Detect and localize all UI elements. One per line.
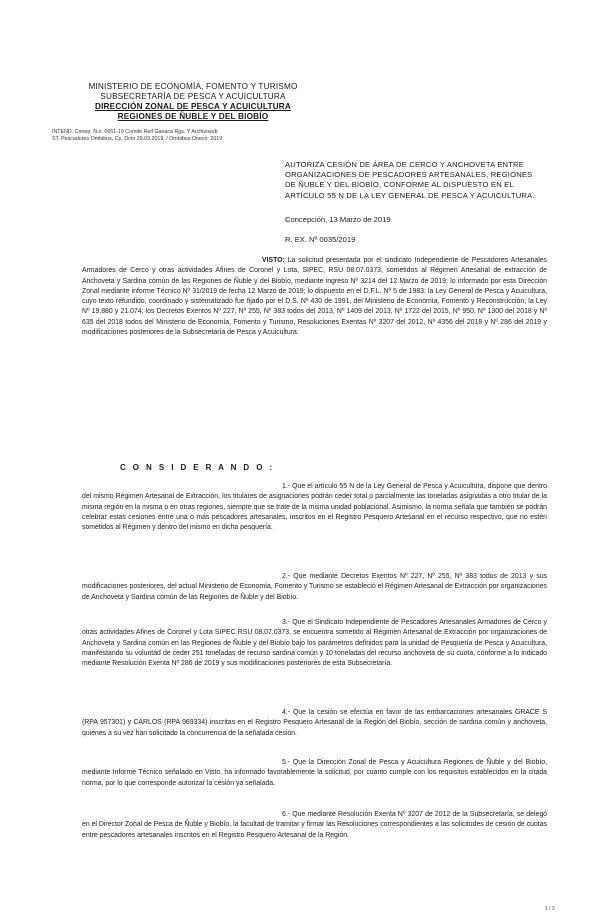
considerando-1: 1.- Que el artículo 55 N de la Ley General de Pesca y Acuicultura, dispone que dentro del mismo Régimen Artesanal de Extracción, los titulares de asignaciones podrán ceder total o parcialmente las toneladas asignadas a otro titular de la misma región en la misma o en otras regiones, siempre que se trate de la misma unidad poblacional. Asimismo, la norma señala que también se podrán celebrar estas cesiones entre una o más pescadores artesanales, inscritos en el Registro Pesquero Artesanal en el recurso respectivo, que no estén sometidos al Régimen y dentro del mismo en dicha pesquería. xyxy=(82,483,547,532)
considerando-4: 4.- Que la cesión se efectúa en favor de las embarcaciones artesanales GRACE S (RPA 957301) y CARLOS (RPA 969334) inscritas en el Registro Pesquero Artesanal de la Región del Biobío, sección de sardina común y anchoveta, quienes a su vez han solicitado la concurrencia de la señalada cesión. xyxy=(82,709,547,737)
considerando-5: 5.- Que la Dirección Zonal de Pesca y Acuicultura Regiones de Ñuble y del Biobío, mediante Informe Técnico señalado en Visto, ha informado favorablemente la solicitud, por cuanto cumple con los requisitos establecidos en la citada norma, por lo que corresponde autorizar la cesión ya señalada. xyxy=(82,759,547,787)
regiones-name: REGIONES DE ÑUBLE Y DEL BIOBÍO xyxy=(117,112,269,121)
visto-label: VISTO: xyxy=(262,257,285,264)
resolution-number: R. EX. Nº 0035/2019 xyxy=(285,235,356,244)
page-footer: 1 / 2 xyxy=(545,906,555,912)
header-address xyxy=(52,129,312,143)
considerando-6: 6.- Que mediante Resolución Exenta Nº 3207 de 2012 de la Subsecretaría, se delegó en el Director Zonal de Pesca de Ñuble y Biobío, la facultad de tramitar y firmar las Resoluciones correspondientes a las solicitudes de cesión de cuotas entre pescadores artesanales inscritos en el Registro Pesquero Artesanal de la Región. xyxy=(82,811,547,839)
place-date: Concepción, 13 Marzo de 2019 xyxy=(285,215,391,224)
resolution-reference: AUTORIZA CESIÓN DE ÁREA DE CERCO Y ANCHOVETA ENTRE ORGANIZACIONES DE PESCADORES ARTESANALES, REGIONES DE ÑUBLE Y DEL BIOBÍO, CONFORME AL DISPUESTO EN EL ARTÍCULO 55 N DE LA LEY GENERAL DE PESCA Y ACUICULTURA. xyxy=(285,160,535,200)
visto-text: La solicitud presentada por el sindicato Independiente de Pescadores Artesanales Armadores de Cerco y otras actividades Afines de Coronel y Lota, SIPEC, RSU 08.07.0373, sometidos al Régimen Artesanal de extracción de Anchoveta y Sardina común de las Regiones de Ñuble y del Biobío, mediante ingreso Nº 3214 del 12 Marzo de 2019; lo informado por esta Dirección Zonal mediante informe Técnico Nº 31/2019 de fecha 12 Marzo de 2019; lo dispuesto en el D.F.L. Nº 5 de 1983; la Ley General de Pesca y Acuicultura, cuyo texto refundido, coordinado y sistematizado fue fijado por el D.S. Nº 430 de 1991, del Ministerio de Economía, Fomento y Reconstrucción; la Ley Nº 19.880 y 21.074; los Decretos Exentos Nº 227, Nº 255, Nº 383 todos del 2013, Nº 1409 del 2013, Nº 1722 del 2015, Nº 950, Nº 1300 del 2018 y Nº 635 del 2018 todos del Ministerio de Economía, Fomento y Turismo, Resoluciones Exentas Nº 3207 del 2012, Nº 4356 del 2018 y Nº 286 del 2019 y modificaciones posteriores de la Subsecretaría de Pesca y Acuicultura. xyxy=(82,257,547,337)
visto-paragraph xyxy=(82,256,547,338)
considerando-heading: C O N S I D E R A N D O : xyxy=(120,463,275,472)
direccion-zonal-name: DIRECCIÓN ZONAL DE PESCA Y ACUICULTURA xyxy=(94,102,292,111)
ministry-name: MINISTERIO DE ECONOMÍA, FOMENTO Y TURISMO xyxy=(88,82,298,91)
letterhead xyxy=(78,82,308,122)
considerando-3: 3.- Que el Sindicato Independiente de Pescadores Artesanales Armadores de Cerco y otras actividades Afines de Coronel y Lota SIPEC RSU 08.07.0373, se encuentra sometido al Régimen Artesanal de Extracción por organizaciones de Anchoveta y Sardina común en las Regiones de Ñuble y del Biobío bajo los parámetros definidos para la unidad de Pesquería de Pesca y Acuicultura, manifestando su voluntad de ceder 251 toneladas de recurso sardina común y 10 toneladas del recurso anchoveta de su cuota, conforme a lo indicado mediante Resolución Exenta Nº 286 de 2019 y sus modificaciones posteriores de esta Subsecretaría. xyxy=(82,619,547,668)
considerando-2: 2.- Que mediante Decretos Exentos Nº 227, Nº 255, Nº 383 todos de 2013 y sus modificaciones posteriores, del actual Ministerio de Economía, Fomento y Turismo se estableció el Régimen Artesanal de Extracción por organizaciones de Anchoveta y Sardina común de las Regiones de Ñuble y del Biobío. xyxy=(82,573,547,601)
address-line-2: ST. Pescadores Ombibus, Cp. Dctn 29.03.2019. / Ombibus Oneco: 2019 xyxy=(52,136,223,142)
subsecretaria-name: SUBSECRETARÍA DE PESCA Y ACUICULTURA xyxy=(100,92,286,101)
address-line-1: INTEND. Conep. N.o. 0651-19 Comite Reif Ganaca Rgs. Y Archivosob xyxy=(52,129,218,135)
